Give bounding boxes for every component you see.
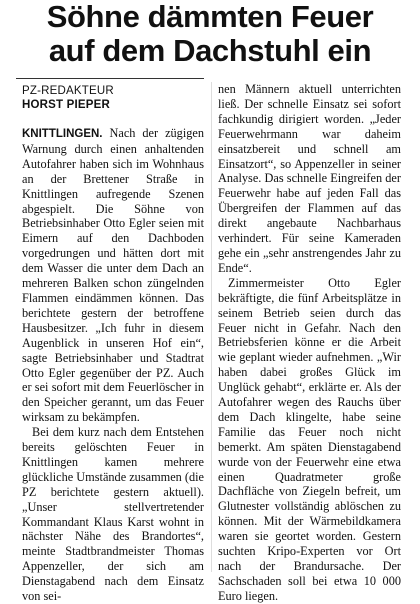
paragraph-1-text: Nach der zügigen Warnung durch einen anhaltenden Autofahrer haben sich im Wohnhaus an der Brettener Straße in Knittlingen aufregende Szenen abgespielt. Die Söhne von Betriebsinhaber Otto Egler seien mit Eimern auf den Dachboden vorgedrungen und hätten dort mit dem Wasser die unter dem Dach an mehreren Balken schon züngelnden Flammen eindämmen können. Das berichtete gestern der betroffene Hausbesitzer. „Ich fuhr in diesem Augenblick in unseren Hof ein“, sagte Betriebsinhaber und Stadtrat Otto Egler gegenüber der PZ. Auch er sei sofort mit dem Feuerlöscher in den Speicher gerannt, um das Feuer wirksam zu bekämpfen.	[22, 126, 204, 425]
paragraph-2: Bei dem kurz nach dem Entstehen bereits gelöschten Feuer in Knittlingen kamen mehrere glückliche Umstände zusammen (die PZ berichtete gestern aktuell). „Unser stellvertretender Kommandant Klaus Karst wohnt in nächster Nähe des Brandortes“, meinte Stadtbrandmeister Thomas Appenzeller, der sich am Dienstagabend nach dem Einsatz von sei-	[22, 425, 205, 604]
headline-line-1: Söhne dämmten Feuer	[46, 0, 374, 34]
dateline-location: KNITTLINGEN.	[22, 128, 103, 140]
paragraph-3: nen Männern aktuell unterrichten ließ. Der schnelle Einsatz sei sofort fachkundig dirigiert worden. „Jeder Feuerwehrmann war daheim einsatzbereit und schnell am Einsatzort“, so Appenzeller in seiner Analyse. Das schnelle Eingreifen der Feuerwehr habe auf jeden Fall das Übergreifen der Flammen auf das direkt angebaute Nachbarhaus verhindert. Für seine Kameraden gehe ein „sehr anstrengendes Jahr zu Ende“.	[218, 82, 401, 275]
byline-author: HORST PIEPER	[22, 99, 111, 111]
headline-line-2: auf dem Dachstuhl ein	[48, 33, 372, 68]
column-divider	[211, 82, 212, 572]
byline-role: PZ-REDAKTEUR	[22, 85, 114, 97]
article-column-right	[218, 82, 401, 604]
paragraph-1	[22, 126, 204, 425]
paragraph-4: Zimmermeister Otto Egler bekräftigte, die fünf Arbeitsplätze in seinem Betrieb seien durch das Feuer nicht in Gefahr. Nach den Betriebsferien könne er die Arbeit wie geplant wieder aufnehmen. „Wir haben dabei großes Glück im Unglück gehabt“, erklärte er. Als der Autofahrer wegen des Rauchs über dem Dach klingelte, habe seine Familie das Feuer noch nicht bemerkt. Am späten Dienstagabend wurde von der Feuerwehr eine etwa einen Quadratmeter große Dachfläche von Ziegeln befreit, um Glutnester vollständig ablöschen zu können. Mit der Wärmebildkamera waren sie geortet worden. Gestern suchten Kripo-Experten vor Ort nach der Brandursache. Der Sachschaden soll bei etwa 10 000 Euro liegen.	[218, 275, 401, 603]
byline	[22, 84, 202, 112]
article-column-left	[22, 126, 204, 604]
byline-rule	[16, 78, 204, 79]
headline	[8, 0, 412, 68]
